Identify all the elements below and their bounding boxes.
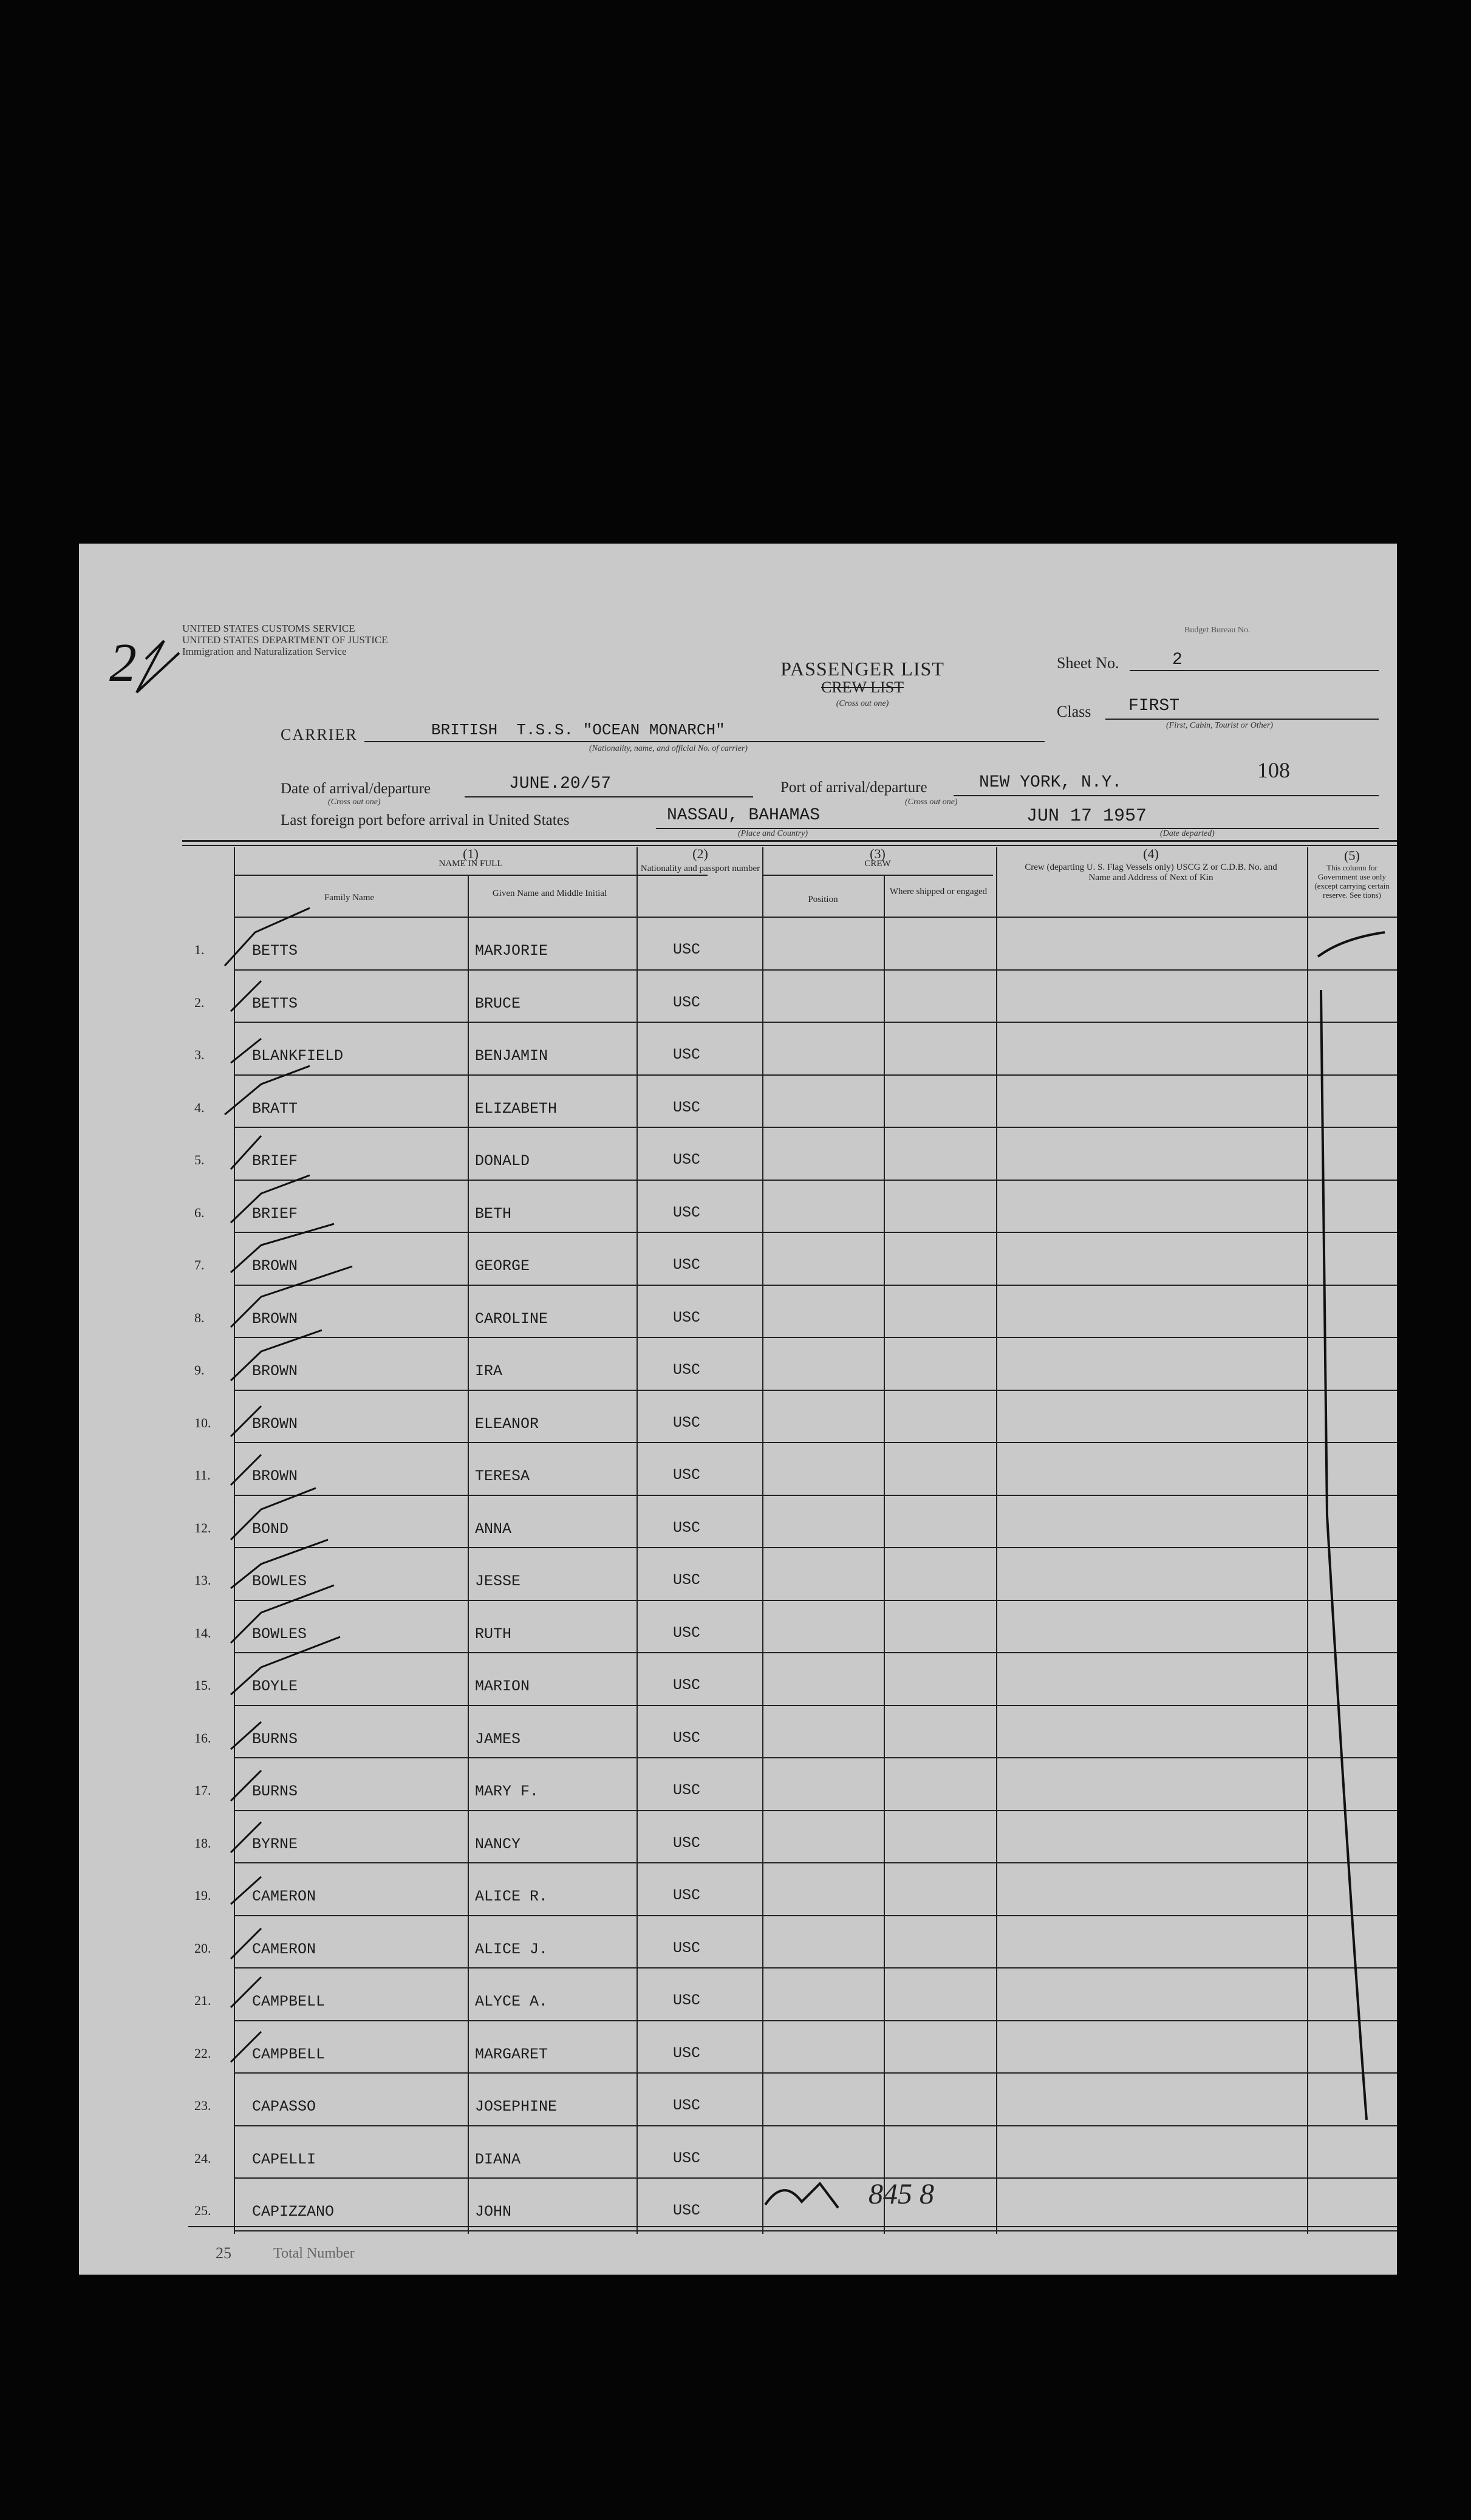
date-departed-value: JUN 17 1957 (1026, 806, 1147, 827)
row-number: 16. (194, 1730, 211, 1746)
row-number: 1. (194, 942, 205, 957)
row-number: 14. (194, 1625, 211, 1641)
row-number: 19. (194, 1888, 211, 1903)
given-name: DIANA (475, 2150, 521, 2168)
nationality: USC (673, 1729, 701, 1747)
form-title: PASSENGER LIST (780, 658, 944, 680)
checkmark-1 (225, 908, 310, 966)
given-name: ALICE R. (475, 1888, 548, 1905)
row-number: 9. (194, 1362, 205, 1378)
col1a-header: Family Name (324, 893, 375, 903)
family-name: CAMPBELL (252, 2045, 326, 2063)
checkmark-22 (231, 2032, 261, 2062)
row-number: 7. (194, 1257, 205, 1272)
sheet-number: 2 (1172, 650, 1183, 669)
checkmark-7 (231, 1224, 334, 1272)
col5-title: This column for Government use only (except carrying certain reserve. See tions) (1314, 863, 1390, 900)
port-value: NEW YORK, N.Y. (979, 773, 1122, 792)
nationality: USC (673, 1413, 701, 1432)
checkmark-9 (231, 1330, 322, 1381)
row-number: 2. (194, 994, 205, 1010)
checkmark-4 (225, 1066, 310, 1115)
table-bottom-rule (188, 2226, 1397, 2227)
nationality: USC (673, 1308, 701, 1327)
given-name: DONALD (475, 1152, 530, 1170)
date-departed-hint: (Date departed) (1160, 829, 1215, 838)
given-name: MARY F. (475, 1783, 539, 1800)
col1-title: NAME IN FULL (439, 859, 503, 869)
given-name: RUTH (475, 1625, 512, 1643)
col3-title: CREW (864, 859, 891, 869)
checkmark-5 (231, 1136, 261, 1169)
checkmark-10 (231, 1406, 261, 1436)
row-number: 21. (194, 1993, 211, 2008)
family-name: BROWN (252, 1467, 298, 1485)
given-name: ALICE J. (475, 1940, 548, 1958)
carrier-hint: (Nationality, name, and official No. of carrier) (589, 744, 748, 753)
family-name: CAPELLI (252, 2150, 316, 2168)
row-number: 15. (194, 1678, 211, 1693)
col5-number: (5) (1344, 849, 1360, 863)
given-name: ALYCE A. (475, 1993, 548, 2010)
nationality: USC (673, 1624, 701, 1642)
agency-line-justice: UNITED STATES DEPARTMENT OF JUSTICE (182, 634, 388, 646)
row-number: 12. (194, 1520, 211, 1535)
port-hint: (Cross out one) (905, 797, 958, 807)
given-name: ELEANOR (475, 1415, 539, 1433)
nationality: USC (673, 1151, 701, 1169)
col4-number: (4) (1143, 846, 1159, 861)
given-name: GEORGE (475, 1257, 530, 1275)
class-value: FIRST (1128, 697, 1180, 715)
col4-title: Crew (departing U. S. Flag Vessels only) USCG Z or C.D.B. No. and Name and Address of Next of Kin (1025, 862, 1277, 883)
col2-title: Nationality and passport number (640, 864, 760, 873)
nationality: USC (673, 1571, 701, 1589)
checkmark-16 (231, 1722, 261, 1749)
agency-line-ins: Immigration and Naturalization Service (182, 646, 347, 657)
checkmark-8 (231, 1266, 352, 1327)
last-port-value: NASSAU, BAHAMAS (667, 806, 821, 825)
given-name: BRUCE (475, 994, 521, 1012)
family-name: BROWN (252, 1362, 298, 1380)
family-name: BURNS (252, 1783, 298, 1800)
margin-mark-stroke (137, 641, 179, 692)
col1b-header: Given Name and Middle Initial (492, 889, 607, 898)
port-label: Port of arrival/departure (780, 779, 927, 796)
family-name: BRATT (252, 1099, 298, 1118)
row-number: 3. (194, 1047, 205, 1062)
given-name: TERESA (475, 1467, 530, 1485)
stamp-number: 108 (1257, 758, 1290, 782)
checkmark-17 (231, 1770, 261, 1801)
nationality: USC (673, 993, 701, 1011)
nationality: USC (673, 941, 701, 958)
arrival-date-hint: (Cross out one) (328, 797, 381, 807)
row-number: 6. (194, 1204, 205, 1220)
nationality: USC (673, 2044, 701, 2062)
nationality: USC (673, 1518, 701, 1537)
family-name: BROWN (252, 1310, 298, 1328)
given-name: JESSE (475, 1572, 521, 1590)
arrival-date-label: Date of arrival/departure (281, 780, 431, 797)
nationality: USC (673, 1834, 701, 1852)
total-label: Total Number (273, 2245, 355, 2261)
row-number: 17. (194, 1783, 211, 1798)
carrier-label: CARRIER (281, 726, 358, 743)
given-name: ANNA (475, 1520, 512, 1538)
col3-number: (3) (870, 846, 886, 861)
family-name: CAPASSO (252, 2098, 316, 2115)
family-name: BYRNE (252, 1835, 298, 1853)
agency-line-customs: UNITED STATES CUSTOMS SERVICE (182, 623, 355, 634)
col5-vertical-stroke (1321, 990, 1367, 2120)
row-number: 20. (194, 1940, 211, 1956)
row-checkmarks (225, 908, 352, 2062)
checkmark-18 (231, 1822, 261, 1852)
row-number: 24. (194, 2150, 211, 2166)
form-subtitle: CREW LIST (821, 678, 904, 696)
checkmark-2 (231, 981, 261, 1011)
handwritten-scribble (765, 2184, 838, 2208)
row-number: 25. (194, 2203, 211, 2218)
given-name: JAMES (475, 1730, 521, 1748)
given-name: IRA (475, 1362, 503, 1380)
total-value: 25 (216, 2244, 231, 2262)
last-port-hint: (Place and Country) (738, 829, 808, 838)
nationality: USC (673, 1466, 701, 1484)
handwritten-note: 845 8 (869, 2178, 934, 2210)
family-name: BROWN (252, 1257, 298, 1275)
checkmark-3 (231, 1039, 261, 1063)
family-name: CAPIZZANO (252, 2203, 335, 2221)
family-name: BLANKFIELD (252, 1047, 344, 1065)
nationality: USC (673, 1676, 701, 1694)
checkmark-6 (231, 1175, 310, 1223)
row-number: 18. (194, 1835, 211, 1851)
given-name: MARION (475, 1678, 530, 1695)
arrival-date-value: JUNE.20/57 (509, 774, 612, 793)
row-number: 8. (194, 1310, 205, 1325)
row-number: 13. (194, 1572, 211, 1588)
family-name: CAMPBELL (252, 1993, 326, 2010)
family-name: BROWN (252, 1415, 298, 1433)
budget-bureau: Budget Bureau No. (1184, 626, 1251, 635)
given-name: MARJORIE (475, 942, 548, 960)
col3a-header: Position (808, 895, 838, 904)
passenger-list-document (79, 544, 1397, 2275)
margin-mark: 2 (109, 633, 137, 693)
nationality: USC (673, 1098, 701, 1116)
class-label: Class (1057, 703, 1091, 720)
row-number: 11. (194, 1467, 211, 1483)
family-name: BOWLES (252, 1572, 307, 1590)
given-name: JOSEPHINE (475, 2098, 558, 2115)
family-name: BRIEF (252, 1204, 298, 1223)
checkmark-12 (231, 1488, 316, 1540)
checkmark-14 (231, 1585, 334, 1643)
handwriting-overlay (79, 544, 1397, 2275)
given-name: NANCY (475, 1835, 521, 1853)
checkmark-11 (231, 1455, 261, 1485)
sheet-label: Sheet No. (1057, 654, 1119, 672)
col2-number: (2) (692, 846, 708, 861)
checkmark-13 (231, 1540, 328, 1588)
row-number: 23. (194, 2098, 211, 2113)
nationality: USC (673, 2097, 701, 2114)
family-name: BOYLE (252, 1678, 298, 1695)
class-hint: (First, Cabin, Tourist or Other) (1166, 721, 1274, 730)
nationality: USC (673, 2149, 701, 2167)
given-name: JOHN (475, 2203, 512, 2221)
col3b-header: Where shipped or engaged (889, 887, 988, 896)
row-number: 4. (194, 1099, 205, 1115)
given-name: ELIZABETH (475, 1099, 558, 1118)
nationality: USC (673, 1046, 701, 1064)
checkmark-20 (231, 1928, 261, 1959)
nationality: USC (673, 1887, 701, 1904)
given-name: BETH (475, 1204, 512, 1223)
family-name: BURNS (252, 1730, 298, 1748)
family-name: CAMERON (252, 1888, 316, 1905)
family-name: BOWLES (252, 1625, 307, 1643)
nationality: USC (673, 1939, 701, 1957)
nationality: USC (673, 1781, 701, 1799)
last-port-label: Last foreign port before arrival in United States (281, 812, 570, 828)
carrier-value: BRITISH T.S.S. "OCEAN MONARCH" (431, 721, 725, 739)
col1-number: (1) (463, 846, 479, 861)
nationality: USC (673, 1361, 701, 1379)
family-name: BRIEF (252, 1152, 298, 1170)
col5-check (1318, 932, 1385, 957)
nationality: USC (673, 1256, 701, 1274)
family-name: BETTS (252, 942, 298, 960)
given-name: MARGARET (475, 2045, 548, 2063)
cross-out-note: (Cross out one) (836, 699, 889, 708)
family-name: CAMERON (252, 1940, 316, 1958)
row-number: 22. (194, 2045, 211, 2061)
nationality: USC (673, 1992, 701, 2009)
nationality: USC (673, 1203, 701, 1221)
nationality: USC (673, 2202, 701, 2219)
checkmark-15 (231, 1637, 340, 1695)
family-name: BETTS (252, 994, 298, 1012)
row-number: 5. (194, 1152, 205, 1167)
family-name: BOND (252, 1520, 289, 1538)
given-name: BENJAMIN (475, 1047, 548, 1065)
checkmark-19 (231, 1877, 261, 1904)
given-name: CAROLINE (475, 1310, 548, 1328)
checkmark-21 (231, 1977, 261, 2007)
row-number: 10. (194, 1415, 211, 1430)
